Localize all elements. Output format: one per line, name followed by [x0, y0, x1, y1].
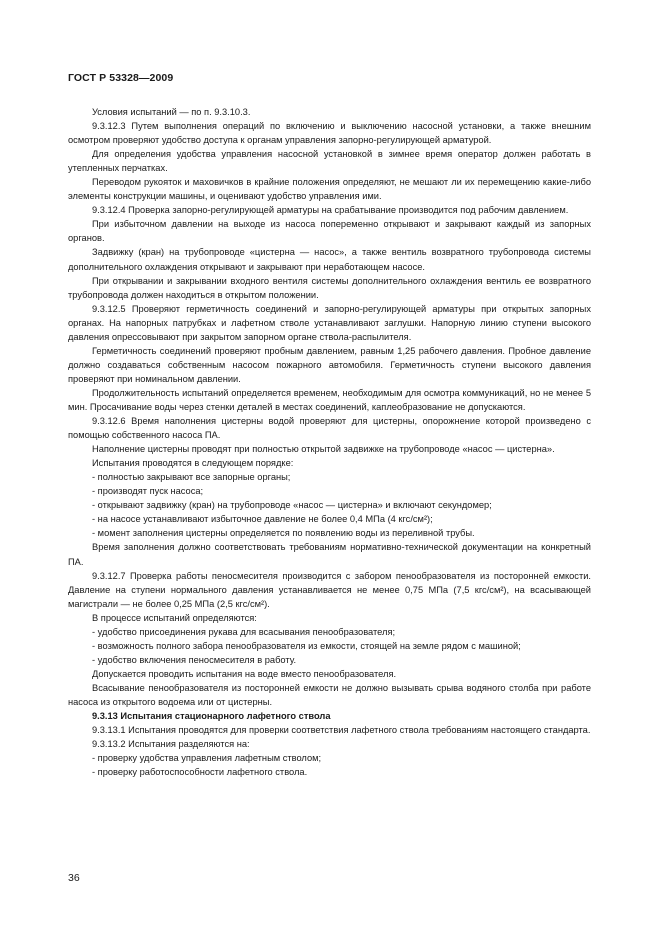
paragraph: 9.3.13.1 Испытания проводятся для проверки соответствия лафетного ствола требованиям настоящего стандарта.: [92, 725, 591, 736]
paragraph: 9.3.12.3 Путем выполнения операций по включению и выключению насосной установки, а также внешним осмотром проверяют удобство доступа к органам управления запорно-регулирующей арматурой.: [68, 121, 591, 146]
paragraph: Герметичность соединений проверяют пробным давлением, равным 1,25 рабочего давления. Пробное давление должно создаваться собственным насосом пожарного автомобиля. Герметичность ступени высокого давления проверяют при номинальном давлении.: [68, 345, 591, 384]
document-header: ГОСТ Р 53328—2009: [68, 72, 174, 84]
paragraph: Продолжительность испытаний определяется временем, необходимым для осмотра коммуникаций, но не менее 5 мин. Просачивание воды через стенки деталей в местах соединений, каплеобразование не допускаются.: [68, 387, 591, 412]
list-item: - проверку удобства управления лафетным стволом;: [92, 753, 322, 764]
paragraph: Условия испытаний — по п. 9.3.10.3.: [92, 107, 251, 117]
paragraph: 9.3.12.5 Проверяют герметичность соединений и запорно-регулирующей арматуры при открытых запорных органах. На напорных патрубках и лафетном стволе устанавливают заглушки. Напорную линию ступени высокого давления опрессовывают при закрытом запорном органе ствола-распылителя.: [68, 303, 591, 342]
list-item: - момент заполнения цистерны определяется по появлению воды из переливной трубы.: [92, 528, 475, 539]
section-heading: 9.3.13 Испытания стационарного лафетного ствола: [92, 711, 331, 722]
paragraph: Всасывание пенообразователя из посторонней емкости не должно вызывать срыва водяного столба при работе насоса из открытого водоема или от цистерны.: [68, 682, 591, 707]
list-item: - производят пуск насоса;: [92, 486, 204, 497]
paragraph: 9.3.12.7 Проверка работы пеносмесителя производится с забором пенообразователя из посторонней емкости. Давление на ступени нормального давления устанавливается не менее 0,75 МПа (7,5 кгс/см²), на всасывающей магистрали — не более 0,25 МПа (2,5 кгс/см²).: [68, 570, 591, 609]
list-item: - полностью закрывают все запорные органы;: [92, 472, 291, 483]
paragraph: Задвижку (кран) на трубопроводе «цистерна — насос», а также вентиль возвратного трубопровода системы дополнительного охлаждения открывают и закрывают при неработающем насосе.: [68, 247, 591, 272]
paragraph: Для определения удобства управления насосной установкой в зимнее время оператор должен работать в утепленных перчатках.: [68, 149, 591, 174]
list-item: - на насосе устанавливают избыточное давление не более 0,4 МПа (4 кгс/см²);: [92, 514, 433, 525]
paragraph: При избыточном давлении на выходе из насоса попеременно открывают и закрывают каждый из запорных органов.: [68, 219, 591, 244]
list-item: - открывают задвижку (кран) на трубопроводе «насос — цистерна» и включают секундомер;: [92, 500, 492, 511]
paragraph: Время заполнения должно соответствовать требованиям нормативно-технической документации на конкретный ПА.: [68, 542, 591, 567]
list-item: - удобство присоединения рукава для всасывания пенообразователя;: [92, 626, 396, 637]
list-item: - возможность полного забора пенообразователя из емкости, стоящей на земле рядом с машиной;: [92, 640, 521, 651]
document-body: [68, 105, 591, 779]
list-item: - удобство включения пеносмесителя в работу.: [92, 654, 297, 665]
paragraph: В процессе испытаний определяются:: [92, 612, 257, 623]
list-item: - проверку работоспособности лафетного ствола.: [92, 767, 308, 778]
paragraph: Переводом рукояток и маховичков в крайние положения определяют, не мешают ли их перемещению какие-либо элементы конструкции машины, и оценивают удобство управления ими.: [68, 177, 591, 202]
paragraph: 9.3.12.4 Проверка запорно-регулирующей арматуры на срабатывание производится под рабочим давлением.: [92, 205, 569, 216]
paragraph: 9.3.13.2 Испытания разделяются на:: [92, 739, 250, 750]
paragraph: 9.3.12.6 Время наполнения цистерны водой проверяют для цистерны, опорожнение которой произведено с помощью собственного насоса ПА.: [68, 416, 591, 441]
paragraph: Допускается проводить испытания на воде вместо пенообразователя.: [92, 668, 397, 679]
page-number: 36: [68, 872, 80, 884]
paragraph: При открывании и закрывании входного вентиля системы дополнительного охлаждения вентиль ее возвратного трубопровода должен находиться в открытом положении.: [68, 275, 591, 300]
paragraph: Испытания проводятся в следующем порядке:: [92, 458, 294, 469]
paragraph: Наполнение цистерны проводят при полностью открытой задвижке на трубопроводе «насос — цистерна».: [92, 444, 555, 455]
